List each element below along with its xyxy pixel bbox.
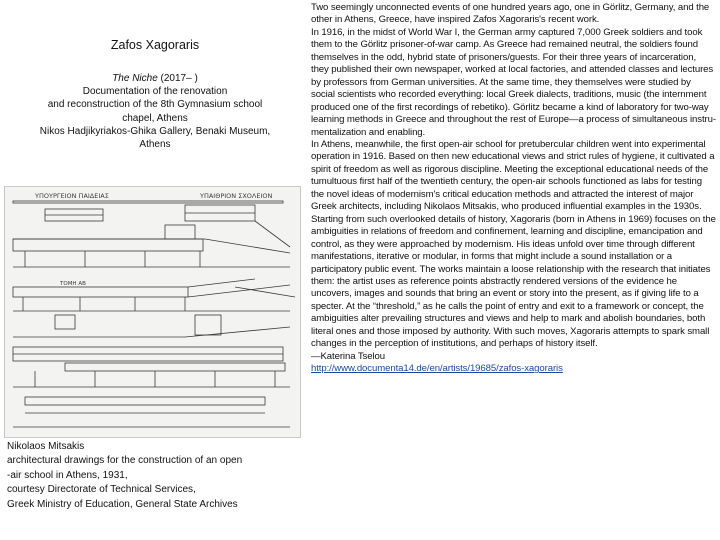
work-title: The Niche (112, 73, 158, 84)
essay-paragraph: Two seemingly unconnected events of one hundred years ago, one in Görlitz, Germany, and the other in Athens, Greece, have inspired Zafos Xagoraris's recent work. (311, 2, 710, 26)
artist-name-title: Zafos Xagoraris (110, 38, 200, 52)
drawing-label-section: ΤΟΜΗ ΑΒ (60, 281, 86, 287)
essay-text (311, 2, 716, 376)
drawing-label-school: ΥΠΑΙΘΡΙΟΝ ΣΧΟΛΕΙΟΝ (200, 192, 273, 200)
caption-line: and reconstruction of the 8th Gymnasium school (47, 99, 263, 111)
architectural-drawing-image (4, 186, 301, 438)
caption-line: Nikos Hadjikyriakos-Ghika Gallery, Benaki Museum, (39, 125, 271, 137)
drawing-caption (7, 440, 307, 512)
work-title-line (0, 72, 310, 85)
caption-line: chapel, Athens (122, 112, 188, 124)
drawing-caption-line: courtesy Directorate of Technical Services, (7, 484, 196, 496)
caption-line: Athens (139, 139, 171, 151)
caption-line: Documentation of the renovation (82, 86, 228, 98)
drawing-caption-line: -air school in Athens, 1931, (7, 469, 128, 481)
essay-paragraph: Starting from such overlooked details of history, Xagoraris (born in Athens in 1969) focuses on the ambiguities in relations of freedom and confinement, learning and discipline, emancipation and control, as they were approached by modernism. His ideas unfold over time through different manifestations, iterative or modular, in forms that might include a sound installation or a participatory public event. The works maintain a loose relationship with the research that initiates them: the artist uses as reference points abstractly rendered versions of the evidence he uncovers, images and sounds that bring an event or story into the present, as if giving life to a specter. At the “threshold,” as he calls the point of entry and exit to a framework or concept, the ambiguities alter prevailing structures and views and help to mark and abolish boundaries, both literal ones and those imposed by authority. With such moves, Xagoraris attempts to spark small changes in the perception of institutions, and perhaps of history itself. (311, 213, 716, 350)
drawing-svg (5, 187, 300, 437)
drawing-caption-line: architectural drawings for the construction of an open (7, 455, 243, 467)
drawing-caption-line: Nikolaos Mitsakis (7, 441, 85, 452)
work-years: (2017– ) (157, 73, 198, 84)
essay-author: —Katerina Tselou (311, 350, 385, 362)
essay-paragraph: In Athens, meanwhile, the first open-air school for pretubercular children went into experimental operation in 1916. Based on then new educational views and strict rules of hygiene, it cultivated a spirit of freedom as well as rigorous discipline. Meeting the exceptional educational needs of the tumultuous first half of the twentieth century, the open-air schools functioned as labs for testing the novel ideas of modernism's critical education methods and attracted the interest of major Greek architects, including Nikolaos Mitsakis, who produced influential examples in the 1930s. (311, 138, 715, 213)
drawing-caption-line: Greek Ministry of Education, General State Archives (7, 498, 238, 510)
essay-paragraph: In 1916, in the midst of World War I, the German army captured 7,000 Greek soldiers and took them to the Görlitz prisoner-of-war camp. As Greece had remained neutral, the soldiers found themselves in the odd, hybrid state of prisoners/guests. For their three years of incarceration, they published their own newspaper, worked at local factories, and attended classes and lectures by professors from German universities. At the same time, they themselves were studied by social scientists who recorded everything: local Greek dialects, traditions, music (the internment produced one of the first recordings of rebetiko). Görlitz became a kind of laboratory for two-way learning methods in Greece and throughout the rest of Europe—a process of simultaneous instru-mentalization and enabling. (311, 26, 716, 138)
work-caption (0, 72, 310, 151)
drawing-label-ministry: ΥΠΟΥΡΓΕΙΟΝ ΠΑΙΔΕΙΑΣ (35, 192, 109, 200)
source-link[interactable]: http://www.documenta14.de/en/artists/19685/zafos-xagoraris (311, 363, 563, 375)
